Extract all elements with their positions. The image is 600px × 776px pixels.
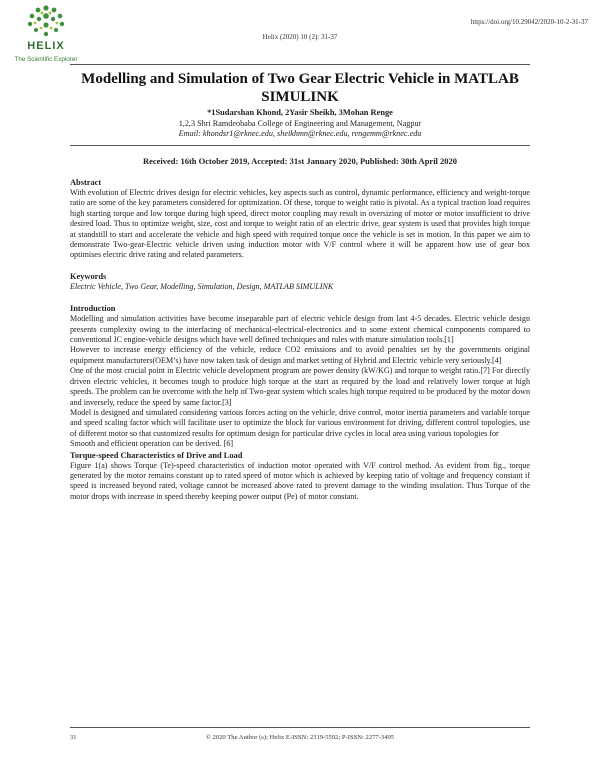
intro-paragraph-3: One of the most crucial point in Electric vehicle development program are power density (kW/KG) and torque to weight ratio.[7] For directly driven electric vehicles, it becomes tough to produce high torque at the start as required by the load and relatively lower torque at high speeds. The problem can be overcome with the help of Two-gear system which scales high torque required to be produced by the motor down and inversely, reduce the speed by same factor.[3] <box>70 366 530 407</box>
torque-speed-heading: Torque-speed Characteristics of Drive and Load <box>70 450 243 460</box>
header-divider <box>70 64 530 65</box>
keywords-text: Electric Vehicle, Two Gear, Modelling, Simulation, Design, MATLAB SIMULINK <box>70 282 334 292</box>
intro-paragraph-2: However to increase energy efficiency of the vehicle, reduce CO2 emissions and to avoid penalties set by the governments original equipment manufacturers(OEM’s) have now taken task of design and market setting of Hybrid and Electric vehicle very seriously.[4] <box>70 345 530 365</box>
footer-divider <box>70 727 530 728</box>
journal-reference: Helix (2020) 10 (2): 31-37 <box>262 33 338 41</box>
abstract-heading: Abstract <box>70 178 102 187</box>
intro-paragraph-4: Model is designed and simulated considering various forces acting on the vehicle, drive control, motor inertia parameters and variable torque and speed scaling factor which will facilitate user to optimize the block for various environment for driving, different control topologies, use of different motor so that customized results for optimum design for particular drive cycles in local area using various topologies for <box>70 407 530 438</box>
footer-copyright: © 2020 The Author (s); Helix E-ISSN: 2319-5592; P-ISSN: 2277-3495 <box>205 734 395 741</box>
publication-dates: Received: 16th October 2019, Accepted: 31st January 2020, Published: 30th April 2020 <box>142 156 458 166</box>
keywords-heading: Keywords <box>70 272 107 282</box>
abstract-text: With evolution of Electric drives design for electric vehicles, key aspects such as control, dynamic performance, efficiency and weight-torque ratio are some of the key parameters considered for optimization. Of these, torque to weight ratio is pivotal. As a typical traction load requires high starting torque and low torque during high speed, direct motor coupling may result in oversizing of motor or motor insufficient to drive desired load. Thus to optimize weight, size, cost and torque to weight ratio of an electric drive, gear system is used that provides high torque at standstill to start and accelerate the vehicle and high speed with required torque once the vehicle is set in motion. In this paper we aim to demonstrate Two-gear-Electric vehicle driven using induction motor with V/F control where it will be apparent how use of gear box optimises electric drive rating and related parameters. <box>70 188 530 260</box>
title-divider <box>70 145 530 146</box>
paper-authors: *1Sudarshan Khond, 2Yasir Sheikh, 3Mohan Renge <box>207 108 393 117</box>
torque-speed-text: Figure 1(a) shows Torque (Te)-speed characteristics of induction motor operated with V/F control method. As evident from fig., torque generated by the motor remains constant up to rated speed of motor which is achieved by keeping ratio of voltage and frequency constant if speed is increased beyond rated, voltage cannot be increased above rated to prevent damage to the winding insulation. Thus Torque of the motor drops with increase in speed thereby keeping power output (Pe) of motor constant. <box>70 460 530 501</box>
article-body <box>70 177 530 502</box>
intro-paragraph-5: Smooth and efficient operation can be derived. [6] <box>70 439 234 449</box>
paper-affiliation: 1,2,3 Shri Ramdeobaba College of Engineering and Management, Nagpur <box>178 119 422 128</box>
intro-paragraph-1: Modelling and simulation activities have become inseparable part of electric vehicle design from last 4-5 decades. Electric vehicle design presents complexity owing to the interfacing of mechanical-electrical-electronics and to some extent chemical components compared to conventional IC engine-vehicle designs which have well defined techniques and rules with mature simulation tools.[1] <box>70 314 530 345</box>
doi-link[interactable]: https://doi.org/10.29042/2020-10-2-31-37 <box>470 18 588 26</box>
introduction-heading: Introduction <box>70 304 116 314</box>
logo-tagline: The Scientific Explorer <box>14 56 78 63</box>
page-number: 31 <box>70 734 77 741</box>
paper-title: Modelling and Simulation of Two Gear Electric Vehicle in MATLAB SIMULINK <box>81 71 519 105</box>
logo-wordmark: HELIX <box>27 40 65 52</box>
paper-emails: Email: khondsr1@rknec.edu, sheikhmn@rknec.edu, rengemm@rknec.edu <box>178 129 422 138</box>
